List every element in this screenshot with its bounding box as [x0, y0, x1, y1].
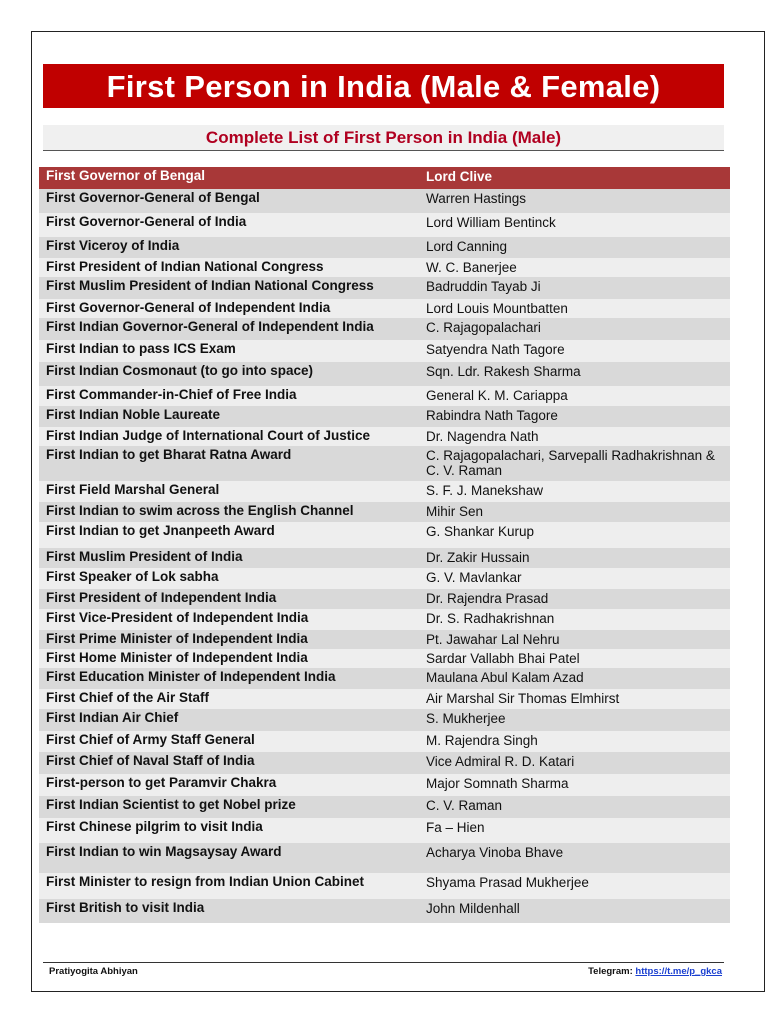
person-cell: Dr. S. Radhakrishnan [426, 611, 555, 626]
table-row [39, 340, 730, 362]
role-cell: First Education Minister of Independent India [46, 669, 336, 684]
table-row [39, 752, 730, 774]
table-row [39, 630, 730, 649]
person-cell: G. Shankar Kurup [426, 524, 535, 539]
person-cell: Dr. Rajendra Prasad [426, 591, 549, 606]
role-cell: First Speaker of Lok sabha [46, 569, 219, 584]
person-cell: Sqn. Ldr. Rakesh Sharma [426, 364, 581, 379]
table-row [39, 502, 730, 522]
role-cell: First British to visit India [46, 900, 205, 915]
table-row [39, 362, 730, 386]
role-cell: First Vice-President of Independent India [46, 610, 309, 625]
role-cell: First Muslim President of Indian National Congress [46, 278, 374, 293]
role-cell: First Chief of Army Staff General [46, 732, 255, 747]
telegram-link[interactable]: https://t.me/p_gkca [635, 966, 722, 977]
person-cell: Lord Canning [426, 239, 508, 254]
table-row [39, 299, 730, 318]
person-cell: Pt. Jawahar Lal Nehru [426, 632, 560, 647]
role-cell: First Indian to swim across the English Channel [46, 503, 354, 518]
table-row [39, 774, 730, 796]
person-cell: C. Rajagopalachari [426, 320, 541, 335]
table-row [39, 258, 730, 277]
role-cell: First Governor-General of India [46, 214, 247, 229]
role-cell: First Governor of Bengal [46, 168, 206, 183]
table-row [39, 237, 730, 258]
person-cell: John Mildenhall [426, 901, 520, 916]
role-cell: First-person to get Paramvir Chakra [46, 775, 277, 790]
person-cell: Mihir Sen [426, 504, 484, 519]
person-cell: Air Marshal Sir Thomas Elmhirst [426, 691, 620, 706]
role-cell: First President of Independent India [46, 590, 277, 605]
person-cell: Lord Clive [426, 169, 493, 184]
role-cell: First Governor-General of Bengal [46, 190, 260, 205]
role-cell: First Viceroy of India [46, 238, 180, 253]
table-row [39, 406, 730, 427]
table-header-row [39, 167, 730, 189]
page-title: First Person in India (Male & Female) [43, 64, 724, 108]
person-cell: M. Rajendra Singh [426, 733, 538, 748]
role-cell: First Indian Noble Laureate [46, 407, 221, 422]
person-cell: Dr. Nagendra Nath [426, 429, 539, 444]
role-cell: First Chief of Naval Staff of India [46, 753, 255, 768]
role-cell: First President of Indian National Congress [46, 259, 324, 274]
table-row [39, 689, 730, 709]
table-row [39, 481, 730, 502]
role-cell: First Commander-in-Chief of Free India [46, 387, 297, 402]
person-cell: S. F. J. Manekshaw [426, 483, 544, 498]
table-row [39, 818, 730, 843]
person-cell: Lord William Bentinck [426, 215, 556, 230]
person-cell: Fa – Hien [426, 820, 485, 835]
footer-divider [43, 962, 724, 963]
person-cell: Vice Admiral R. D. Katari [426, 754, 575, 769]
role-cell: First Muslim President of India [46, 549, 243, 564]
footer-publisher: Pratiyogita Abhiyan [49, 966, 138, 977]
person-cell: Shyama Prasad Mukherjee [426, 875, 589, 890]
role-cell: First Home Minister of Independent India [46, 650, 308, 665]
person-cell: Acharya Vinoba Bhave [426, 845, 564, 860]
role-cell: First Governor-General of Independent India [46, 300, 331, 315]
table-row [39, 277, 730, 299]
footer-telegram [588, 966, 722, 977]
table-row [39, 843, 730, 873]
role-cell: First Prime Minister of Independent India [46, 631, 308, 646]
table-row [39, 427, 730, 446]
table-row [39, 522, 730, 548]
table-row [39, 589, 730, 609]
section-subtitle: Complete List of First Person in India (Male) [43, 125, 724, 151]
role-cell: First Chinese pilgrim to visit India [46, 819, 263, 834]
role-cell: First Indian to pass ICS Exam [46, 341, 236, 356]
person-cell: C. V. Raman [426, 798, 503, 813]
table-row [39, 318, 730, 340]
table-row [39, 709, 730, 731]
role-cell: First Indian Air Chief [46, 710, 179, 725]
table-row [39, 189, 730, 213]
table-row [39, 609, 730, 630]
person-cell: G. V. Mavlankar [426, 570, 522, 585]
person-cell: C. Rajagopalachari, Sarvepalli Radhakrishnan & C. V. Raman [426, 448, 715, 478]
table-row [39, 568, 730, 589]
table-row [39, 548, 730, 568]
person-cell: S. Mukherjee [426, 711, 506, 726]
table-row [39, 873, 730, 899]
person-cell: Warren Hastings [426, 191, 527, 206]
person-cell: Dr. Zakir Hussain [426, 550, 530, 565]
role-cell: First Indian Cosmonaut (to go into space) [46, 363, 314, 378]
person-cell: Rabindra Nath Tagore [426, 408, 558, 423]
person-cell: Maulana Abul Kalam Azad [426, 670, 584, 685]
table-row [39, 446, 730, 481]
role-cell: First Field Marshal General [46, 482, 220, 497]
role-cell: First Indian Governor-General of Independent India [46, 319, 374, 334]
person-cell: Sardar Vallabh Bhai Patel [426, 651, 580, 666]
table-row [39, 668, 730, 689]
person-cell: General K. M. Cariappa [426, 388, 568, 403]
footer-telegram-label: Telegram: [588, 966, 633, 977]
table-row [39, 386, 730, 406]
table-row [39, 213, 730, 237]
role-cell: First Indian to get Bharat Ratna Award [46, 447, 292, 462]
person-cell: Badruddin Tayab Ji [426, 279, 541, 294]
table-row [39, 731, 730, 752]
person-cell: W. C. Banerjee [426, 260, 517, 275]
role-cell: First Minister to resign from Indian Union Cabinet [46, 874, 365, 889]
role-cell: First Indian to get Jnanpeeth Award [46, 523, 275, 538]
role-cell: First Indian to win Magsaysay Award [46, 844, 282, 859]
person-cell: Major Somnath Sharma [426, 776, 569, 791]
person-cell: Lord Louis Mountbatten [426, 301, 568, 316]
table-row [39, 899, 730, 923]
role-cell: First Chief of the Air Staff [46, 690, 210, 705]
table-row [39, 796, 730, 818]
table-row [39, 649, 730, 668]
role-cell: First Indian Scientist to get Nobel prize [46, 797, 296, 812]
person-cell: Satyendra Nath Tagore [426, 342, 565, 357]
role-cell: First Indian Judge of International Court of Justice [46, 428, 371, 443]
first-person-table [39, 167, 730, 923]
